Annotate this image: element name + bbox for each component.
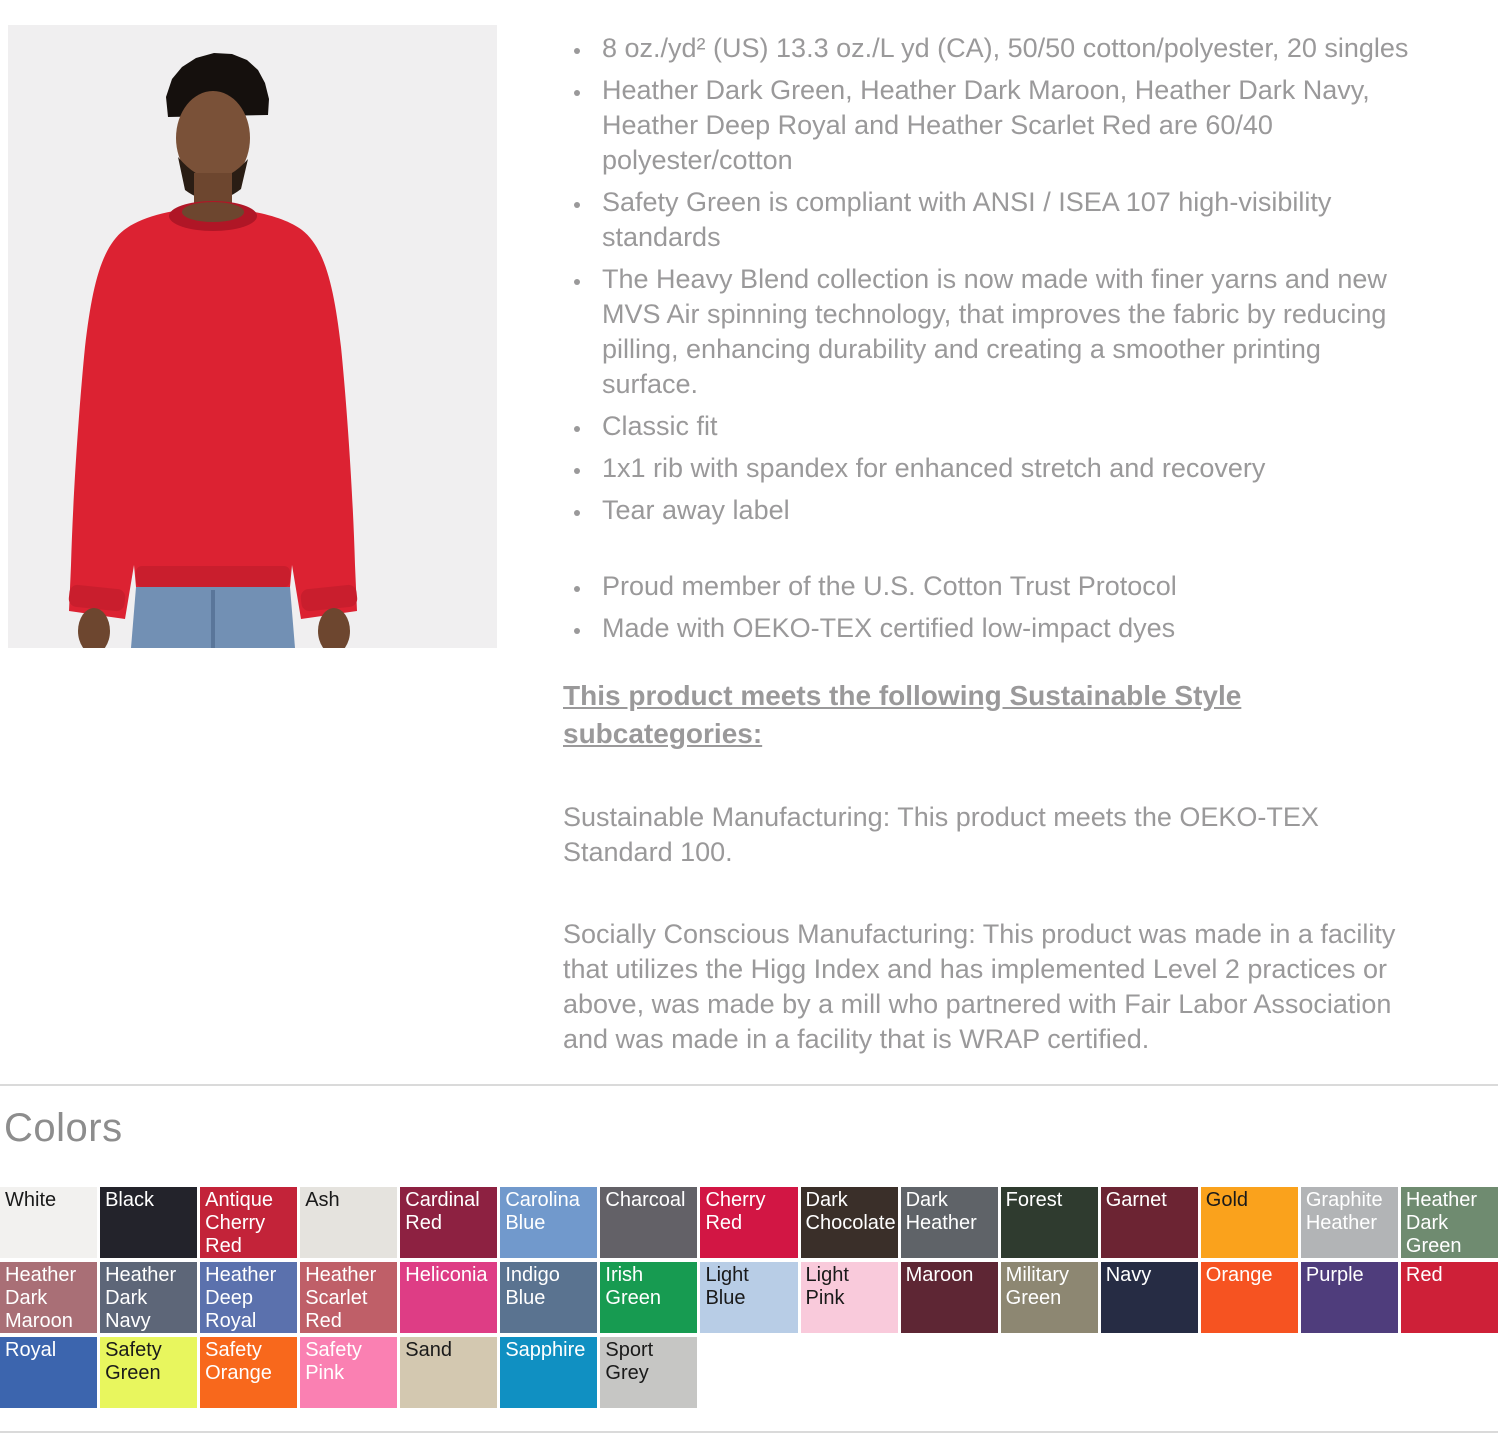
- color-swatch-heather-dark-navy[interactable]: [100, 1262, 197, 1333]
- color-swatch-label: Red: [1405, 1264, 1443, 1286]
- color-swatch-label: Safety Orange: [205, 1339, 272, 1384]
- product-feature-list: [563, 31, 1421, 528]
- color-swatch-label: Purple: [1305, 1264, 1364, 1286]
- color-swatch-label: Black: [105, 1189, 154, 1211]
- color-swatch-light-blue[interactable]: [700, 1262, 797, 1333]
- bullet-item: • Safety Green is compliant with ANSI / ISEA 107 high-visibility standards: [593, 185, 1421, 255]
- color-swatch-black[interactable]: [100, 1187, 197, 1258]
- color-swatch-safety-pink[interactable]: [300, 1337, 397, 1408]
- color-swatch-cardinal-red[interactable]: [400, 1187, 497, 1258]
- color-swatch-label: Irish Green: [605, 1264, 661, 1309]
- color-swatch-label: Sand: [405, 1339, 452, 1361]
- color-swatch-dark-chocolate[interactable]: [801, 1187, 898, 1258]
- color-swatch-heather-scarlet-red[interactable]: [300, 1262, 397, 1333]
- color-swatch-label: Garnet: [1105, 1189, 1167, 1211]
- color-swatch-light-pink[interactable]: [801, 1262, 898, 1333]
- bullet-item: • Tear away label: [593, 493, 1421, 528]
- product-photo[interactable]: [8, 25, 497, 648]
- color-swatch-indigo-blue[interactable]: [500, 1262, 597, 1333]
- color-swatch-heather-dark-maroon[interactable]: [0, 1262, 97, 1333]
- bullet-item: • Proud member of the U.S. Cotton Trust Protocol: [593, 569, 1421, 604]
- color-swatch-sport-grey[interactable]: [600, 1337, 697, 1408]
- color-swatch-label: White: [5, 1189, 57, 1211]
- color-swatch-label: Military Green: [1005, 1264, 1069, 1309]
- color-swatch-label: Orange: [1205, 1264, 1273, 1286]
- sustainable-manufacturing-paragraph: Sustainable Manufacturing: This product meets the OEKO-TEX Standard 100.: [563, 802, 1319, 867]
- red-sweatshirt-model-illustration: [8, 25, 497, 648]
- color-swatch-irish-green[interactable]: [600, 1262, 697, 1333]
- product-details-column: [563, 25, 1421, 1057]
- colors-section-top-divider: [0, 1084, 1498, 1086]
- color-swatch-label: Forest: [1005, 1189, 1063, 1211]
- color-swatch-charcoal[interactable]: [600, 1187, 697, 1258]
- bullet-item: • 1x1 rib with spandex for enhanced stretch and recovery: [593, 451, 1421, 486]
- color-swatch-navy[interactable]: [1101, 1262, 1198, 1333]
- color-swatch-label: Safety Green: [105, 1339, 162, 1384]
- color-swatch-label: Maroon: [905, 1264, 974, 1286]
- color-swatch-label: Gold: [1205, 1189, 1249, 1211]
- color-swatch-label: Light Blue: [705, 1264, 749, 1309]
- colors-section-bottom-divider: [0, 1431, 1498, 1433]
- color-swatch-label: Safety Pink: [305, 1339, 362, 1384]
- color-swatch-safety-green[interactable]: [100, 1337, 197, 1408]
- color-swatch-label: Indigo Blue: [505, 1264, 560, 1309]
- bullet-item: • Made with OEKO-TEX certified low-impact dyes: [593, 611, 1421, 646]
- sustainable-style-heading: This product meets the following Sustainable Style subcategories:: [563, 680, 1242, 749]
- color-swatch-garnet[interactable]: [1101, 1187, 1198, 1258]
- color-swatch-label: Cherry Red: [705, 1189, 766, 1234]
- color-swatch-label: Cardinal Red: [405, 1189, 480, 1234]
- color-swatch-red[interactable]: [1401, 1262, 1498, 1333]
- color-swatch-sapphire[interactable]: [500, 1337, 597, 1408]
- color-swatch-sand[interactable]: [400, 1337, 497, 1408]
- color-swatch-label: Heather Scarlet Red: [305, 1264, 377, 1332]
- color-swatch-label: Charcoal: [605, 1189, 686, 1211]
- color-swatch-label: Heliconia: [405, 1264, 488, 1286]
- color-swatch-label: Heather Dark Green: [1405, 1189, 1478, 1257]
- socially-conscious-paragraph: Socially Conscious Manufacturing: This product was made in a facility that utilizes the Higg Index and has implemented Level 2 practices or above, was made by a mill who partnered with Fair Labor Association and was made in a facility that is WRAP certified.: [563, 919, 1396, 1054]
- color-swatch-graphite-heather[interactable]: [1301, 1187, 1398, 1258]
- color-swatch-label: Light Pink: [805, 1264, 849, 1309]
- bullet-item: • The Heavy Blend collection is now made with finer yarns and new MVS Air spinning technology, that improves the fabric by reducing pilling, enhancing durability and creating a smoother printing surface.: [593, 262, 1421, 402]
- color-swatch-military-green[interactable]: [1001, 1262, 1098, 1333]
- color-swatch-label: Dark Heather: [905, 1189, 977, 1234]
- color-swatch-safety-orange[interactable]: [200, 1337, 297, 1408]
- color-swatch-label: Sapphire: [505, 1339, 586, 1361]
- color-swatch-dark-heather[interactable]: [901, 1187, 998, 1258]
- color-swatch-white[interactable]: [0, 1187, 97, 1258]
- color-swatch-orange[interactable]: [1201, 1262, 1298, 1333]
- color-swatch-label: Carolina Blue: [505, 1189, 580, 1234]
- color-swatch-ash[interactable]: [300, 1187, 397, 1258]
- color-swatch-cherry-red[interactable]: [700, 1187, 797, 1258]
- color-swatch-carolina-blue[interactable]: [500, 1187, 597, 1258]
- color-swatch-heather-dark-green[interactable]: [1401, 1187, 1498, 1258]
- color-swatch-label: Ash: [305, 1189, 340, 1211]
- colors-section-title: Colors: [4, 1106, 123, 1150]
- color-swatch-label: Antique Cherry Red: [205, 1189, 273, 1257]
- color-swatch-label: Heather Deep Royal: [205, 1264, 277, 1332]
- bullet-item: • 8 oz./yd² (US) 13.3 oz./L yd (CA), 50/50 cotton/polyester, 20 singles: [593, 31, 1421, 66]
- color-swatch-label: Dark Chocolate: [805, 1189, 896, 1234]
- bullet-item: • Heather Dark Green, Heather Dark Maroon, Heather Dark Navy, Heather Deep Royal and Heather Scarlet Red are 60/40 polyester/cotton: [593, 73, 1421, 178]
- color-swatch-label: Royal: [5, 1339, 57, 1361]
- color-swatch-heather-deep-royal[interactable]: [200, 1262, 297, 1333]
- color-swatch-label: Heather Dark Navy: [105, 1264, 177, 1332]
- color-swatch-grid: [0, 1187, 1498, 1408]
- color-swatch-label: Graphite Heather: [1305, 1189, 1383, 1234]
- color-swatch-label: Sport Grey: [605, 1339, 654, 1384]
- color-swatch-gold[interactable]: [1201, 1187, 1298, 1258]
- color-swatch-royal[interactable]: [0, 1337, 97, 1408]
- bullet-item: • Classic fit: [593, 409, 1421, 444]
- color-swatch-forest[interactable]: [1001, 1187, 1098, 1258]
- color-swatch-antique-cherry-red[interactable]: [200, 1187, 297, 1258]
- color-swatch-label: Navy: [1105, 1264, 1152, 1286]
- color-swatch-purple[interactable]: [1301, 1262, 1398, 1333]
- color-swatch-heliconia[interactable]: [400, 1262, 497, 1333]
- color-swatch-label: Heather Dark Maroon: [5, 1264, 77, 1332]
- product-certification-list: [563, 569, 1421, 646]
- color-swatch-maroon[interactable]: [901, 1262, 998, 1333]
